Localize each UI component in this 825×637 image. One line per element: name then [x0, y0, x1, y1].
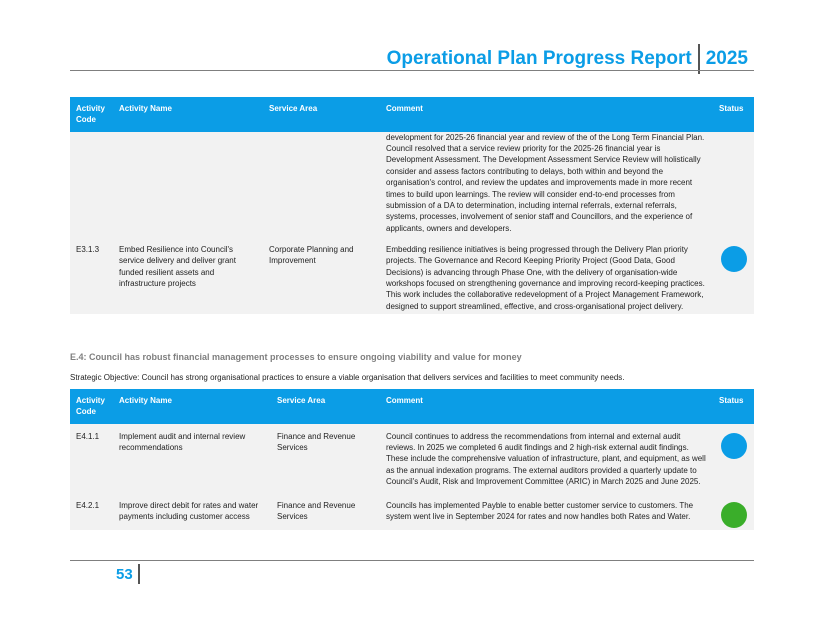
activity-table-e4 — [70, 389, 754, 530]
service-area: Corporate Planning and Improvement — [263, 240, 380, 314]
report-year: 2025 — [705, 48, 748, 69]
page-number-text: 53 — [116, 565, 133, 583]
status-cell — [713, 132, 754, 240]
col-header-service: Service Area — [263, 97, 380, 132]
activity-code: E3.1.3 — [70, 240, 113, 314]
status-cell — [713, 240, 754, 314]
page-number — [116, 564, 140, 584]
status-indicator — [721, 502, 747, 528]
col-header-status: Status — [713, 97, 754, 132]
activity-code — [70, 132, 113, 240]
status-cell — [713, 496, 754, 530]
section-heading: E.4: Council has robust financial management processes to ensure ongoing viability and value for money — [70, 352, 522, 362]
col-header-name: Activity Name — [113, 389, 271, 424]
activity-name: Embed Resilience into Council's service delivery and deliver grant funded resilient assets and infrastructure projects — [113, 240, 263, 314]
col-header-service: Service Area — [271, 389, 380, 424]
table-row — [70, 240, 754, 314]
table-header-row — [70, 97, 754, 132]
service-area: Finance and Revenue Services — [271, 424, 380, 496]
table-row — [70, 132, 754, 240]
service-area: Finance and Revenue Services — [271, 496, 380, 530]
activity-code: E4.2.1 — [70, 496, 113, 530]
activity-comment: Councils has implemented Payble to enable better customer service to customers. The system went live in September 2024 for rates and now handles both Rates and Water. — [380, 496, 713, 530]
activity-comment: Embedding resilience initiatives is being progressed through the Delivery Plan priority projects. The Governance and Record Keeping Priority Project (Good Data, Good Decisions) is advancing through Phase One, with the delivery of organisation-wide workshops focused on strengthening governance and improving record-keeping practices. This work includes the collaborative redevelopment of a Project Management Framework, designed to support streamlined, effective, and cross-organisational project delivery. — [380, 240, 713, 314]
activity-table-e3 — [70, 97, 754, 314]
activity-code: E4.1.1 — [70, 424, 113, 496]
activity-comment: development for 2025-26 financial year and review of the of the Long Term Financial Plan. Council resolved that a service review priority for the 2025-26 financial year is Development Assessment. The Development Assessment Service Review will holistically consider and assess factors contributing to delays, both within and beyond the organisation's control, and review the updates and improvements made in more recent times to build upon learnings. The review will consider end-to-end processes from submission of a DA to determination, including internal referrals, external referrals, systems, processes, involvement of senior staff and Councillors, and the experience of applicants, owners and developers. — [380, 132, 713, 240]
footer-rule — [70, 560, 754, 561]
service-area — [263, 132, 380, 240]
col-header-code: Activity Code — [70, 97, 113, 132]
activity-name: Improve direct debit for rates and water payments including customer access — [113, 496, 271, 530]
table-header-row — [70, 389, 754, 424]
activity-name: Implement audit and internal review recommendations — [113, 424, 271, 496]
activity-name — [113, 132, 263, 240]
col-header-name: Activity Name — [113, 97, 263, 132]
table-row — [70, 424, 754, 496]
col-header-comment: Comment — [380, 97, 713, 132]
report-title: Operational Plan Progress Report — [386, 48, 692, 69]
col-header-status: Status — [713, 389, 754, 424]
col-header-code: Activity Code — [70, 389, 113, 424]
status-indicator — [721, 433, 747, 459]
strategic-objective: Strategic Objective: Council has strong organisational practices to ensure a viable organisation that delivers services and facilities to meet community needs. — [70, 373, 625, 382]
col-header-comment: Comment — [380, 389, 713, 424]
activity-comment: Council continues to address the recommendations from internal and external audit reviews. In 2025 we completed 6 audit findings and 2 high-risk external audit findings. These include the comprehensive valuation of infrastructure, plant, and equipment, as well as the annual indexation programs. The external auditors provided a quarterly update to Council's Audit, Risk and Improvement Committee (ARIC) in March 2025 and June 2025. — [380, 424, 713, 496]
table-row — [70, 496, 754, 530]
header-rule — [70, 70, 754, 71]
status-indicator — [721, 246, 747, 272]
status-cell — [713, 424, 754, 496]
footer-separator — [138, 564, 140, 584]
